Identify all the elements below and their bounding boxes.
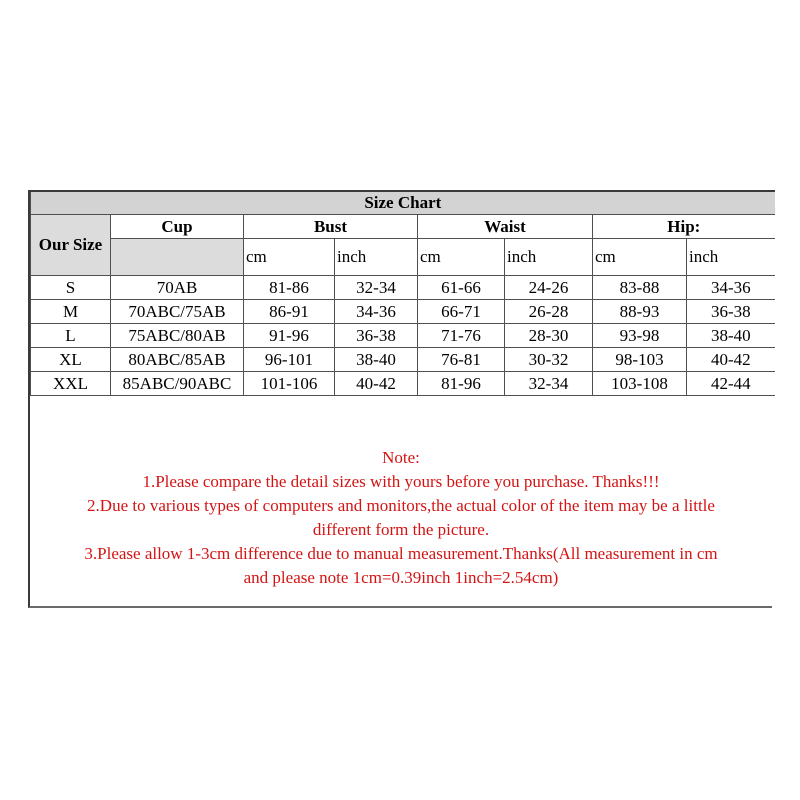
hip-cm-cell: 83-88 [593, 276, 687, 300]
waist-cm-unit: cm [418, 239, 505, 276]
title-row [31, 191, 775, 215]
bust-cm-cell: 96-101 [244, 348, 335, 372]
cup-cell: 85ABC/90ABC [111, 372, 244, 396]
size-chart-table [30, 190, 775, 396]
size-chart-sheet [28, 190, 772, 608]
waist-inch-unit: inch [505, 239, 593, 276]
size-cell: S [31, 276, 111, 300]
hip-header: Hip: [593, 215, 775, 239]
hip-cm-unit: cm [593, 239, 687, 276]
waist-header: Waist [418, 215, 593, 239]
bust-header: Bust [244, 215, 418, 239]
table-row [31, 276, 775, 300]
note-line-1: 1.Please compare the detail sizes with yours before you purchase. Thanks!!! [142, 472, 660, 491]
hip-inch-cell: 38-40 [687, 324, 775, 348]
waist-inch-cell: 26-28 [505, 300, 593, 324]
notes-block [30, 446, 772, 590]
waist-cm-cell: 61-66 [418, 276, 505, 300]
bust-inch-cell: 32-34 [335, 276, 418, 300]
cup-unit-cell [111, 239, 244, 276]
waist-inch-cell: 30-32 [505, 348, 593, 372]
size-cell: XXL [31, 372, 111, 396]
hip-cm-cell: 103-108 [593, 372, 687, 396]
hip-cm-cell: 93-98 [593, 324, 687, 348]
waist-inch-cell: 28-30 [505, 324, 593, 348]
table-row [31, 300, 775, 324]
bust-inch-unit: inch [335, 239, 418, 276]
waist-inch-cell: 32-34 [505, 372, 593, 396]
table-row [31, 372, 775, 396]
bust-cm-cell: 81-86 [244, 276, 335, 300]
note-line-2a: 2.Due to various types of computers and monitors,the actual color of the item may be a little [87, 496, 715, 515]
cup-cell: 75ABC/80AB [111, 324, 244, 348]
bust-inch-cell: 34-36 [335, 300, 418, 324]
our-size-header: Our Size [31, 215, 111, 276]
group-header-row [31, 215, 775, 239]
note-line-3b: and please note 1cm=0.39inch 1inch=2.54cm) [243, 568, 559, 587]
hip-cm-cell: 88-93 [593, 300, 687, 324]
bust-inch-cell: 36-38 [335, 324, 418, 348]
table-row [31, 324, 775, 348]
unit-header-row [31, 239, 775, 276]
waist-cm-cell: 81-96 [418, 372, 505, 396]
bust-inch-cell: 38-40 [335, 348, 418, 372]
bust-cm-cell: 86-91 [244, 300, 335, 324]
hip-inch-cell: 36-38 [687, 300, 775, 324]
waist-cm-cell: 71-76 [418, 324, 505, 348]
note-line-2b: different form the picture. [312, 520, 490, 539]
waist-inch-cell: 24-26 [505, 276, 593, 300]
bust-cm-cell: 101-106 [244, 372, 335, 396]
table-row [31, 348, 775, 372]
cup-cell: 80ABC/85AB [111, 348, 244, 372]
hip-inch-cell: 34-36 [687, 276, 775, 300]
hip-inch-cell: 40-42 [687, 348, 775, 372]
cup-header: Cup [111, 215, 244, 239]
size-cell: L [31, 324, 111, 348]
bust-cm-unit: cm [244, 239, 335, 276]
waist-cm-cell: 66-71 [418, 300, 505, 324]
table-title: Size Chart [31, 191, 775, 215]
size-cell: XL [31, 348, 111, 372]
cup-cell: 70AB [111, 276, 244, 300]
notes-heading: Note: [382, 448, 420, 467]
hip-cm-cell: 98-103 [593, 348, 687, 372]
size-cell: M [31, 300, 111, 324]
note-line-3a: 3.Please allow 1-3cm difference due to manual measurement.Thanks(All measurement in cm [84, 544, 718, 563]
bust-inch-cell: 40-42 [335, 372, 418, 396]
bust-cm-cell: 91-96 [244, 324, 335, 348]
waist-cm-cell: 76-81 [418, 348, 505, 372]
hip-inch-unit: inch [687, 239, 775, 276]
hip-inch-cell: 42-44 [687, 372, 775, 396]
cup-cell: 70ABC/75AB [111, 300, 244, 324]
